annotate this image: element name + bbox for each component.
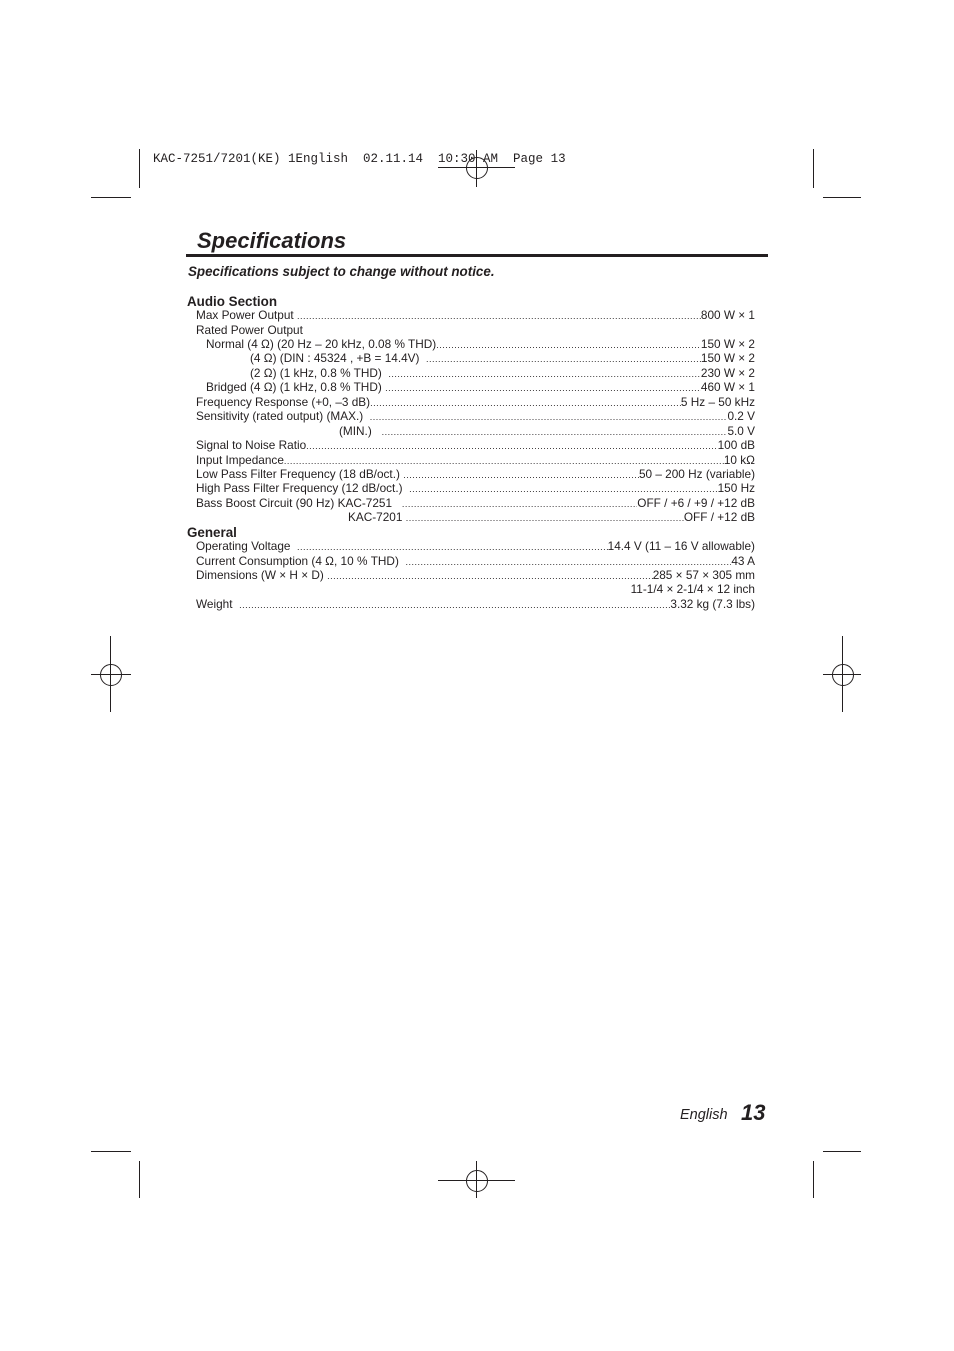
spec-label: Signal to Noise Ratio: [196, 438, 307, 452]
spec-label: Dimensions (W × H × D): [196, 568, 324, 582]
crop-mark-top-left-h: [91, 197, 131, 198]
spec-label: Normal (4 Ω) (20 Hz – 20 kHz, 0.08 % THD): [206, 337, 437, 351]
spec-value: 460 W × 1: [700, 380, 755, 394]
spec-label: (MIN.): [339, 424, 372, 438]
spec-label: Low Pass Filter Frequency (18 dB/oct.): [196, 467, 400, 481]
printer-slug: KAC-7251/7201(KE) 1English 02.11.14 10:30 AM Page 13: [153, 152, 566, 166]
spec-value: 3.32 kg (7.3 lbs): [670, 597, 755, 611]
page-title: Specifications: [197, 228, 347, 253]
spec-label: Frequency Response (+0, –3 dB): [196, 395, 371, 409]
spec-value: 285 × 57 × 305 mm: [652, 568, 755, 582]
spec-row-dimensions: [196, 568, 755, 582]
spec-value: 150 Hz: [717, 481, 755, 495]
crop-mark-bottom-left-v: [139, 1161, 140, 1198]
spec-row-current-consumption: [196, 554, 755, 568]
spec-row-sensitivity-min: [339, 424, 755, 438]
spec-value: 0.2 V: [727, 409, 755, 423]
crop-mark-top-left-v: [139, 149, 140, 188]
spec-label: (2 Ω) (1 kHz, 0.8 % THD): [250, 366, 382, 380]
spec-value: OFF / +12 dB: [683, 510, 755, 524]
spec-row-input-impedance: [196, 453, 755, 467]
spec-value: 5.0 V: [727, 424, 755, 438]
spec-label: Input Impedance: [196, 453, 284, 467]
spec-label: Bass Boost Circuit (90 Hz) KAC-7251: [196, 496, 393, 510]
crop-mark-bottom-right-h: [823, 1151, 861, 1152]
crop-mark-bottom-left-h: [91, 1151, 131, 1152]
spec-value: 150 W × 2: [700, 337, 755, 351]
spec-row-dimensions-inch: [196, 582, 755, 596]
spec-label: Bridged (4 Ω) (1 kHz, 0.8 % THD): [206, 380, 382, 394]
spec-row-2-ohm: [250, 366, 755, 380]
spec-row-normal: [206, 337, 755, 351]
spec-row-signal-to-noise: [196, 438, 755, 452]
spec-row-bass-boost-7251: [196, 496, 755, 510]
spec-value: 43 A: [731, 554, 755, 568]
audio-section-heading: Audio Section: [187, 294, 278, 309]
spec-value: 800 W × 1: [700, 308, 755, 322]
spec-row-high-pass-filter: [196, 481, 755, 495]
spec-value: 5 Hz – 50 kHz: [680, 395, 755, 409]
spec-row-sensitivity-max: [196, 409, 755, 423]
spec-value: 10 kΩ: [723, 453, 755, 467]
spec-value: 100 dB: [717, 438, 755, 452]
spec-row-operating-voltage: [196, 539, 755, 553]
crop-mark-top-right-h: [823, 197, 861, 198]
crop-mark-top-right-v: [813, 149, 814, 188]
spec-value: 11-1/4 × 2-1/4 × 12 inch: [630, 582, 755, 596]
spec-label: Current Consumption (4 Ω, 10 % THD): [196, 554, 399, 568]
spec-row-frequency-response: [196, 395, 755, 409]
general-section-heading: General: [187, 525, 237, 540]
spec-label: Weight: [196, 597, 233, 611]
spec-label: (4 Ω) (DIN : 45324 , +B = 14.4V): [250, 351, 420, 365]
spec-value: 14.4 V (11 – 16 V allowable): [607, 539, 755, 553]
page-number: 13: [741, 1100, 766, 1125]
title-underline: [186, 254, 768, 257]
spec-value: 150 W × 2: [700, 351, 755, 365]
spec-row-low-pass-filter: [196, 467, 755, 481]
spec-value: 230 W × 2: [700, 366, 755, 380]
crop-mark-bottom-right-v: [813, 1161, 814, 1198]
spec-label: Sensitivity (rated output) (MAX.): [196, 409, 364, 423]
spec-label: Operating Voltage: [196, 539, 291, 553]
spec-row-rated-power: [196, 323, 755, 337]
spec-row-weight: [196, 597, 755, 611]
spec-row-bridged: [206, 380, 755, 394]
notice-text: Specifications subject to change without notice.: [188, 264, 495, 279]
spec-row-bass-boost-7201: [348, 510, 755, 524]
spec-row-din: [250, 351, 755, 365]
spec-label: KAC-7201: [348, 510, 403, 524]
footer-language: English: [680, 1107, 728, 1123]
spec-label: Max Power Output: [196, 308, 294, 322]
spec-label: Rated Power Output: [196, 323, 303, 337]
spec-label: High Pass Filter Frequency (12 dB/oct.): [196, 481, 403, 495]
spec-value: OFF / +6 / +9 / +12 dB: [637, 496, 755, 510]
spec-value: 50 – 200 Hz (variable): [638, 467, 755, 481]
spec-row-max-power: [196, 308, 755, 322]
